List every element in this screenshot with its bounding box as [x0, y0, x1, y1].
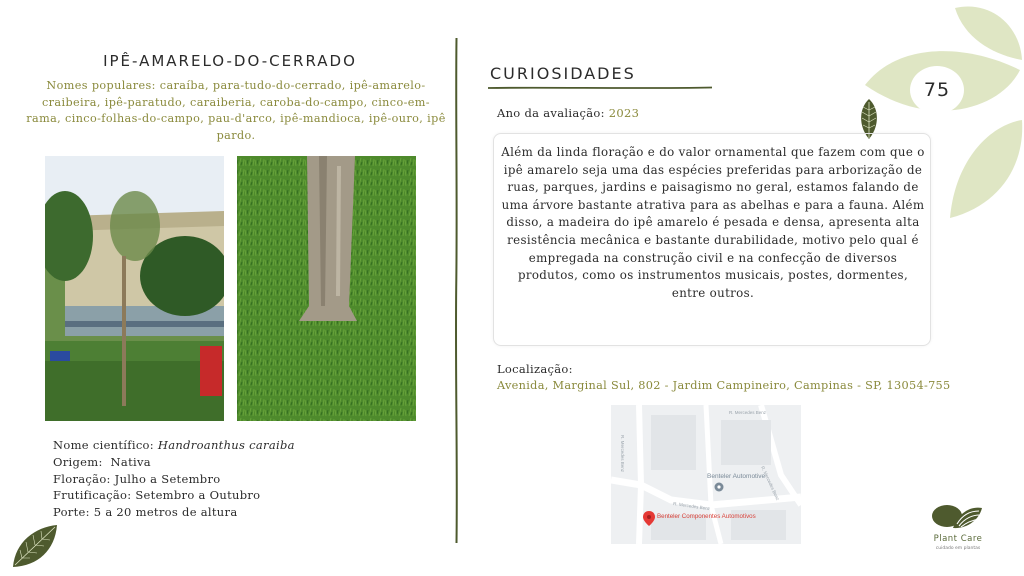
curiosities-text: Além da linda floração e do valor ornamental que fazem com que o ipê amarelo seja uma das espécies preferidas para arborização de ruas, parques, jardins e paisagismo no geral, estamos falando de uma árvore bastante atrativa para as abelhas e para a fauna. Além disso, a madeira do ipê amarelo é pesada e densa, apresenta alta resistência mecânica e bastante durabilidade, motivo pelo qual é empregada na construção civil e na confecção de diversos produtos, como os instrumentos musicais, postes, dormentes, entre outros. — [501, 145, 925, 300]
evaluation-year: Ano da avaliação: 2023 — [497, 106, 640, 120]
brand-name: Plant Care — [933, 534, 983, 544]
leaf-shape-top — [955, 7, 1022, 60]
plant-care-logo-icon — [931, 502, 983, 532]
flowering: Floração: Julho a Setembro — [53, 471, 221, 486]
map-street-label: R. Mercedes Benz — [672, 501, 711, 512]
scientific-name-value: Handroanthus caraiba — [157, 438, 295, 452]
map-street-label: R. Mercedes Benz — [729, 410, 767, 415]
vertical-divider — [455, 38, 458, 543]
origin: Origem: Nativa — [53, 454, 151, 469]
size: Porte: 5 a 20 metros de altura — [53, 505, 238, 520]
curiosities-title: CURIOSIDADES — [490, 64, 636, 83]
brand-tagline: cuidado em plantas — [935, 546, 981, 551]
location-address: Avenida, Marginal Sul, 802 - Jardim Campineiro, Campinas - SP, 13054-755 — [497, 379, 951, 392]
trunk-photo — [237, 156, 416, 421]
fruiting: Frutificação: Setembro a Outubro — [53, 488, 261, 503]
leaf-icon — [10, 522, 60, 570]
map-street-label: R. Mercedes Benz — [620, 435, 625, 473]
evaluation-year-value: 2023 — [608, 106, 640, 120]
location-map[interactable] — [611, 405, 801, 544]
plant-title: IPÊ-AMARELO-DO-CERRADO — [103, 52, 357, 70]
tree-photo — [45, 156, 224, 421]
plant-facts — [53, 437, 295, 521]
scientific-name: Nome científico: Handroanthus caraiba — [53, 438, 295, 452]
title-underline — [488, 86, 712, 90]
map-street-label: R. Mercedes Benz — [760, 465, 781, 501]
page-number: 75 — [910, 66, 964, 114]
leaf-shape-bottom — [950, 120, 1022, 218]
plant-care-logo — [921, 500, 995, 552]
map-place-label: Benteler Componentes Automotivos — [657, 513, 756, 520]
map-place-label: Benteler Automotive — [707, 473, 766, 480]
popular-names: Nomes populares: caraíba, para-tudo-do-cerrado, ipê-amarelo-craibeira, ipê-paratudo, caraiberia, caroba-do-campo, cinco-em-rama, cinco-folhas-do-campo, pau-d'arco, ipê-mandioca, ipê-ouro, ipê pardo. — [26, 79, 446, 142]
location-label: Localização: — [497, 362, 573, 376]
map-pin-icon[interactable] — [715, 483, 724, 492]
